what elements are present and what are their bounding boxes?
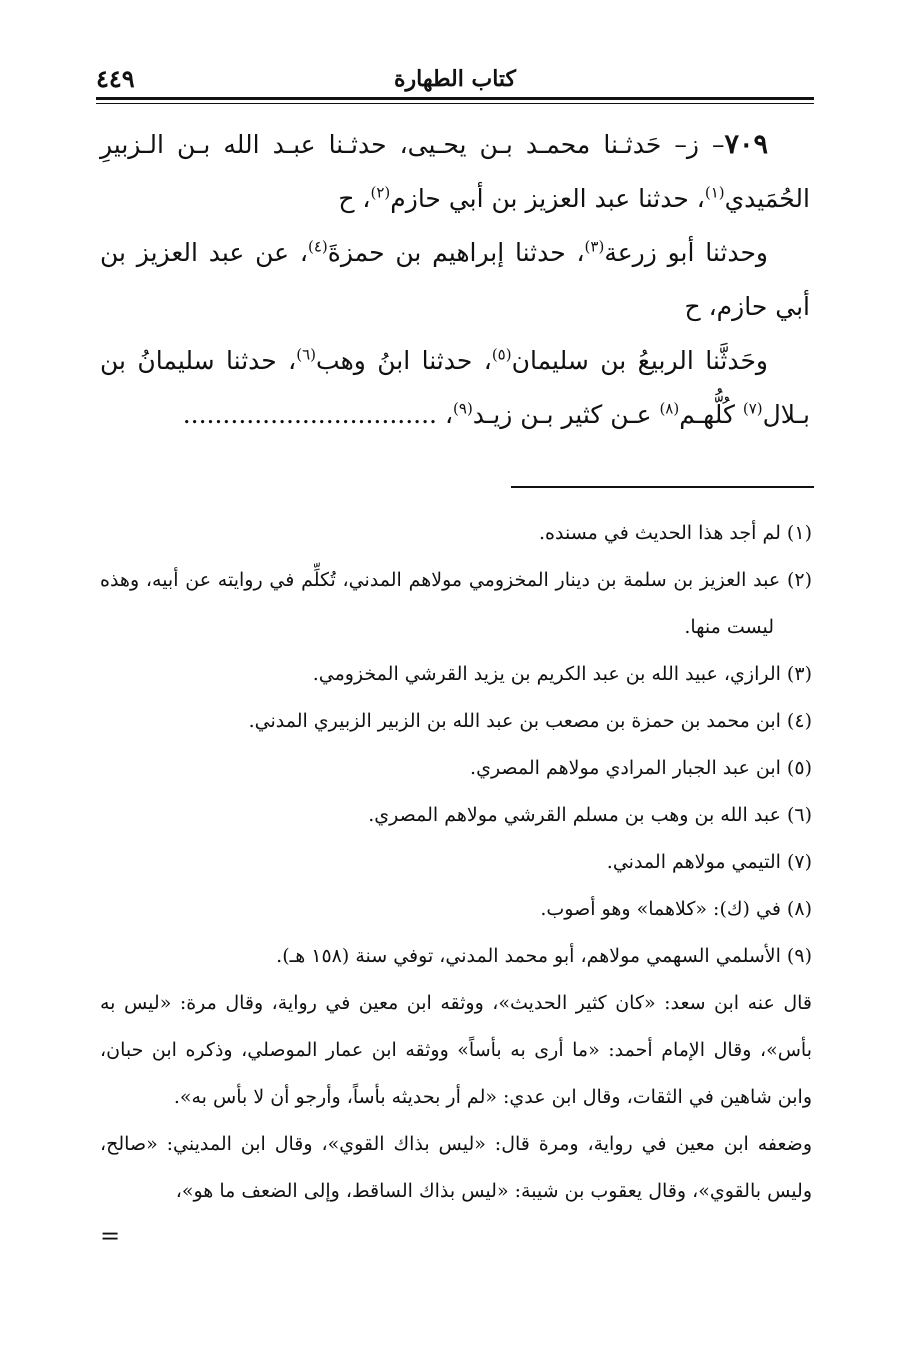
footnote-separator: [511, 486, 814, 488]
footnote-ref: (٣): [584, 237, 605, 256]
hadith-paragraph-1: ٧٠٩– ز– حَدثـنا محمـد بـن يحـيى، حدثـنا عبـد الله بـن الـزبيرِ الحُمَيدي$^{(١)}$، حدثنا عبد العزيز بن أبي حازم$^{(٢)}$، ح: [100, 129, 810, 213]
hadith-text: [100, 118, 810, 442]
header-rule-thin: [96, 103, 814, 104]
continuation-mark: =: [100, 1222, 121, 1250]
footnote-8: (٨) في (ك): «كلاهما» وهو أصوب.: [540, 898, 812, 920]
chapter-title: كتاب الطهارة: [393, 66, 517, 92]
hadith-paragraph-3: وحَدثَّنا الربيعُ بن سليمان$^{(٥)}$، حدثنا ابنُ وهب$^{(٦)}$، حدثنا سليمانُ بن بـلال$^{(٧)}$ كُلُّهـم$^{(٨)}$ عـن كثير بـن زيـد$^{(٩)}$، ................................: [100, 345, 810, 429]
footnote-ref: (٨): [659, 399, 680, 418]
footnote-7: (٧) التيمي مولاهم المدني.: [606, 851, 812, 873]
page-number: ٤٤٩: [96, 64, 135, 93]
hadith-number: ٧٠٩: [724, 129, 768, 160]
footnote-ref: (٥): [491, 345, 512, 364]
hadith-paragraph-2: وحدثنا أبو زرعة$^{(٣)}$، حدثنا إبراهيم بن حمزةَ$^{(٤)}$، عن عبد العزيز بن أبي حازم، ح: [100, 237, 810, 321]
footnote-9-detail-1: قال عنه ابن سعد: «كان كثير الحديث»، ووثقه ابن معين في رواية، وقال مرة: «ليس به بأس»، وقال الإمام أحمد: «ما أرى به بأساً» ووثقه ابن عمار الموصلي، وذكره ابن حبان، وابن شاهين في الثقات، وقال ابن عدي: «لم أر بحديثه بأساً، وأرجو أن لا بأس به».: [100, 992, 812, 1108]
footnote-4: (٤) ابن محمد بن حمزة بن مصعب بن عبد الله بن الزبير الزبيري المدني.: [248, 710, 812, 732]
footnote-9-detail-2: وضعفه ابن معين في رواية، ومرة قال: «ليس بذاك القوي»، وقال ابن المديني: «صالح، وليس بالقوي»، وقال يعقوب بن شيبة: «ليس بذاك الساقط، وإلى الضعف ما هو»،: [100, 1133, 812, 1202]
footnotes: [100, 510, 812, 1215]
footnote-ref: (٩): [453, 399, 473, 418]
footnote-ref: (٢): [370, 183, 391, 202]
footnote-6: (٦) عبد الله بن وهب بن مسلم القرشي مولاهم المصري.: [368, 804, 812, 826]
footnote-5: (٥) ابن عبد الجبار المرادي مولاهم المصري.: [470, 757, 812, 779]
footnote-3: (٣) الرازي، عبيد الله بن عبد الكريم بن يزيد القرشي المخزومي.: [312, 663, 812, 685]
footnote-2: (٢) عبد العزيز بن سلمة بن دينار المخزومي مولاهم المدني، تُكلِّم في روايته عن أبيه، وهذه ليست منها.: [100, 569, 812, 638]
footnote-ref: (٤): [307, 237, 328, 256]
footnote-9: (٩) الأسلمي السهمي مولاهم، أبو محمد المدني، توفي سنة (١٥٨ هـ).: [276, 945, 812, 967]
footnote-ref: (٧): [742, 399, 763, 418]
page-header: [96, 62, 814, 96]
footnote-1: (١) لم أجد هذا الحديث في مسنده.: [539, 522, 812, 544]
footnote-ref: (١): [704, 183, 725, 202]
header-rule-thick: [96, 97, 814, 100]
footnote-ref: (٦): [296, 345, 317, 364]
